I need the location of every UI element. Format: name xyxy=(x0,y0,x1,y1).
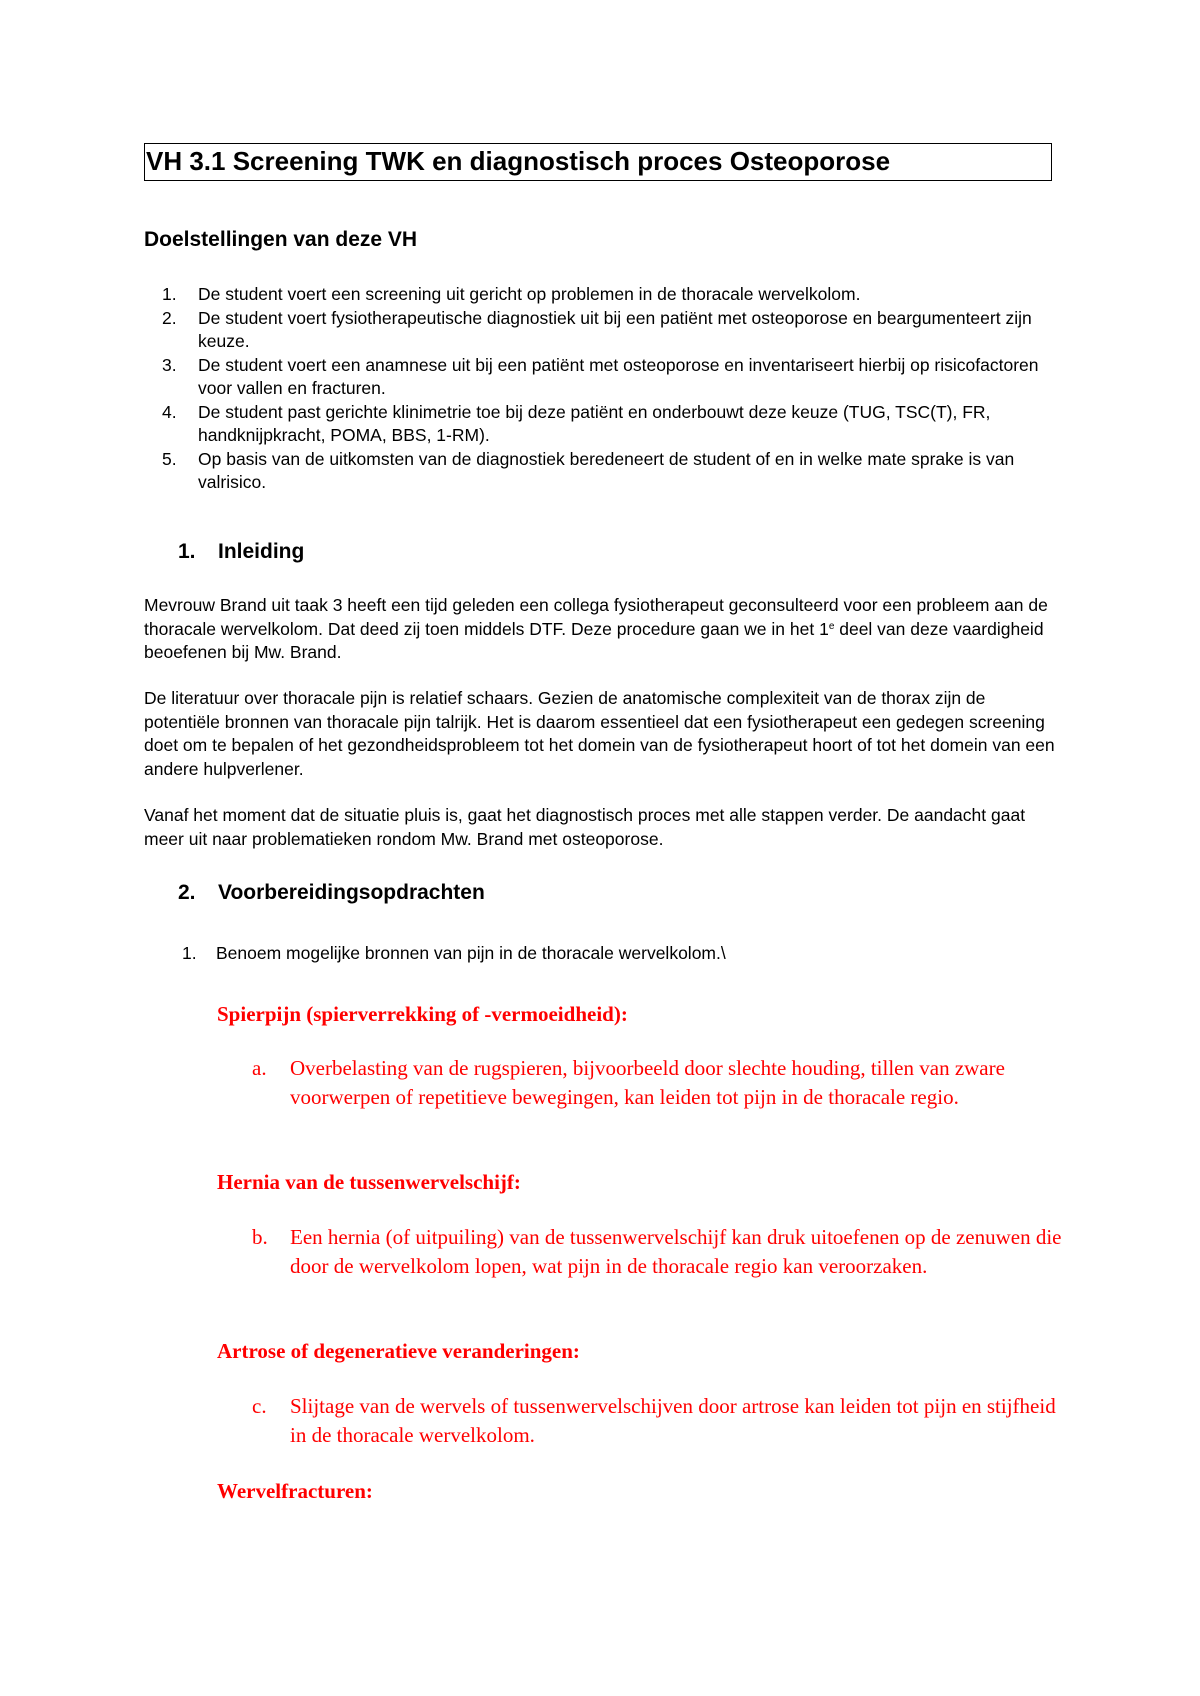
answer-letter: c. xyxy=(252,1394,267,1418)
page-title: VH 3.1 Screening TWK en diagnostisch proces Osteoporose xyxy=(146,146,891,176)
answer-heading: Hernia van de tussenwervelschijf: xyxy=(217,1170,521,1194)
section-title: Voorbereidingsopdrachten xyxy=(218,881,485,904)
answer-text: Overbelasting van de rugspieren, bijvoorbeeld door slechte houding, tillen van zware voorwerpen of repetitieve bewegingen, kan leiden tot pijn in de thoracale regio. xyxy=(290,1056,1005,1109)
answer-text: Slijtage van de wervels of tussenwervelschijven door artrose kan leiden tot pijn en stijfheid in de thoracale wervelkolom. xyxy=(290,1394,1056,1447)
goal-number: 2. xyxy=(162,307,177,328)
question-text: Benoem mogelijke bronnen van pijn in de thoracale wervelkolom.\ xyxy=(216,943,726,963)
goal-item xyxy=(144,307,1064,354)
goals-heading: Doelstellingen van deze VH xyxy=(144,228,418,251)
goal-item xyxy=(144,448,1064,495)
answer-letter: a. xyxy=(252,1056,267,1080)
paragraph-text: Mevrouw Brand uit taak 3 heeft een tijd geleden een collega fysiotherapeut geconsulteerd voor een probleem aan de thoracale wervelkolom. Dat deed zij toen middels DTF. Deze procedure gaan we in het 1 xyxy=(144,595,1048,639)
goal-item xyxy=(144,401,1064,448)
goal-number: 4. xyxy=(162,401,177,422)
goal-number: 1. xyxy=(162,284,177,304)
goal-number: 5. xyxy=(162,448,177,469)
answer-letter: b. xyxy=(252,1225,268,1249)
question-number: 1. xyxy=(182,943,197,963)
goal-item xyxy=(144,283,1064,307)
goal-text: De student voert een screening uit gericht op problemen in de thoracale wervelkolom. xyxy=(198,284,861,304)
goal-text: De student voert fysiotherapeutische diagnostiek uit bij een patiënt met osteoporose en beargumenteert zijn keuze. xyxy=(198,307,1032,351)
answer-item xyxy=(252,1392,1072,1449)
paragraph-intro-1 xyxy=(144,594,1064,665)
goal-text: De student past gerichte klinimetrie toe bij deze patiënt en onderbouwt deze keuze (TUG, TSC(T), FR, handknijpkracht, POMA, BBS, 1-RM). xyxy=(198,401,991,445)
answer-text: Een hernia (of uitpuiling) van de tussenwervelschijf kan druk uitoefenen op de zenuwen die door de wervelkolom lopen, wat pijn in de thoracale regio kan veroorzaken. xyxy=(290,1225,1062,1278)
superscript: e xyxy=(828,620,835,632)
section-number: 1. xyxy=(178,540,196,563)
section-number: 2. xyxy=(178,881,196,904)
answer-heading: Wervelfracturen: xyxy=(217,1479,373,1503)
goal-item xyxy=(144,354,1064,401)
title-box xyxy=(144,143,1052,181)
answer-heading: Spierpijn (spierverrekking of -vermoeidheid): xyxy=(217,1002,628,1026)
paragraph-intro-3: Vanaf het moment dat de situatie pluis is, gaat het diagnostisch proces met alle stappen verder. De aandacht gaat meer uit naar problematieken rondom Mw. Brand met osteoporose. xyxy=(144,805,1026,849)
goal-text: Op basis van de uitkomsten van de diagnostiek beredeneert de student of en in welke mate sprake is van valrisico. xyxy=(198,448,1015,492)
goals-list xyxy=(144,283,1064,495)
section-title: Inleiding xyxy=(218,540,305,563)
paragraph-text: deel van deze vaardigheid beoefenen bij Mw. Brand. xyxy=(144,618,1044,662)
goal-text: De student voert een anamnese uit bij een patiënt met osteoporose en inventariseert hierbij op risicofactoren voor vallen en fracturen. xyxy=(198,354,1039,398)
goal-number: 3. xyxy=(162,354,177,375)
answer-heading: Artrose of degeneratieve veranderingen: xyxy=(217,1339,580,1363)
paragraph-intro-2: De literatuur over thoracale pijn is relatief schaars. Gezien de anatomische complexiteit van de thorax zijn de potentiële bronnen van thoracale pijn talrijk. Het is daarom essentieel dat een fysiotherapeut een gedegen screening doet om te bepalen of het gezondheidsprobleem tot het domein van de fysiotherapeut hoort of tot het domein van een andere hulpverlener. xyxy=(144,688,1055,779)
answer-item xyxy=(252,1054,1072,1111)
answer-item xyxy=(252,1223,1072,1280)
